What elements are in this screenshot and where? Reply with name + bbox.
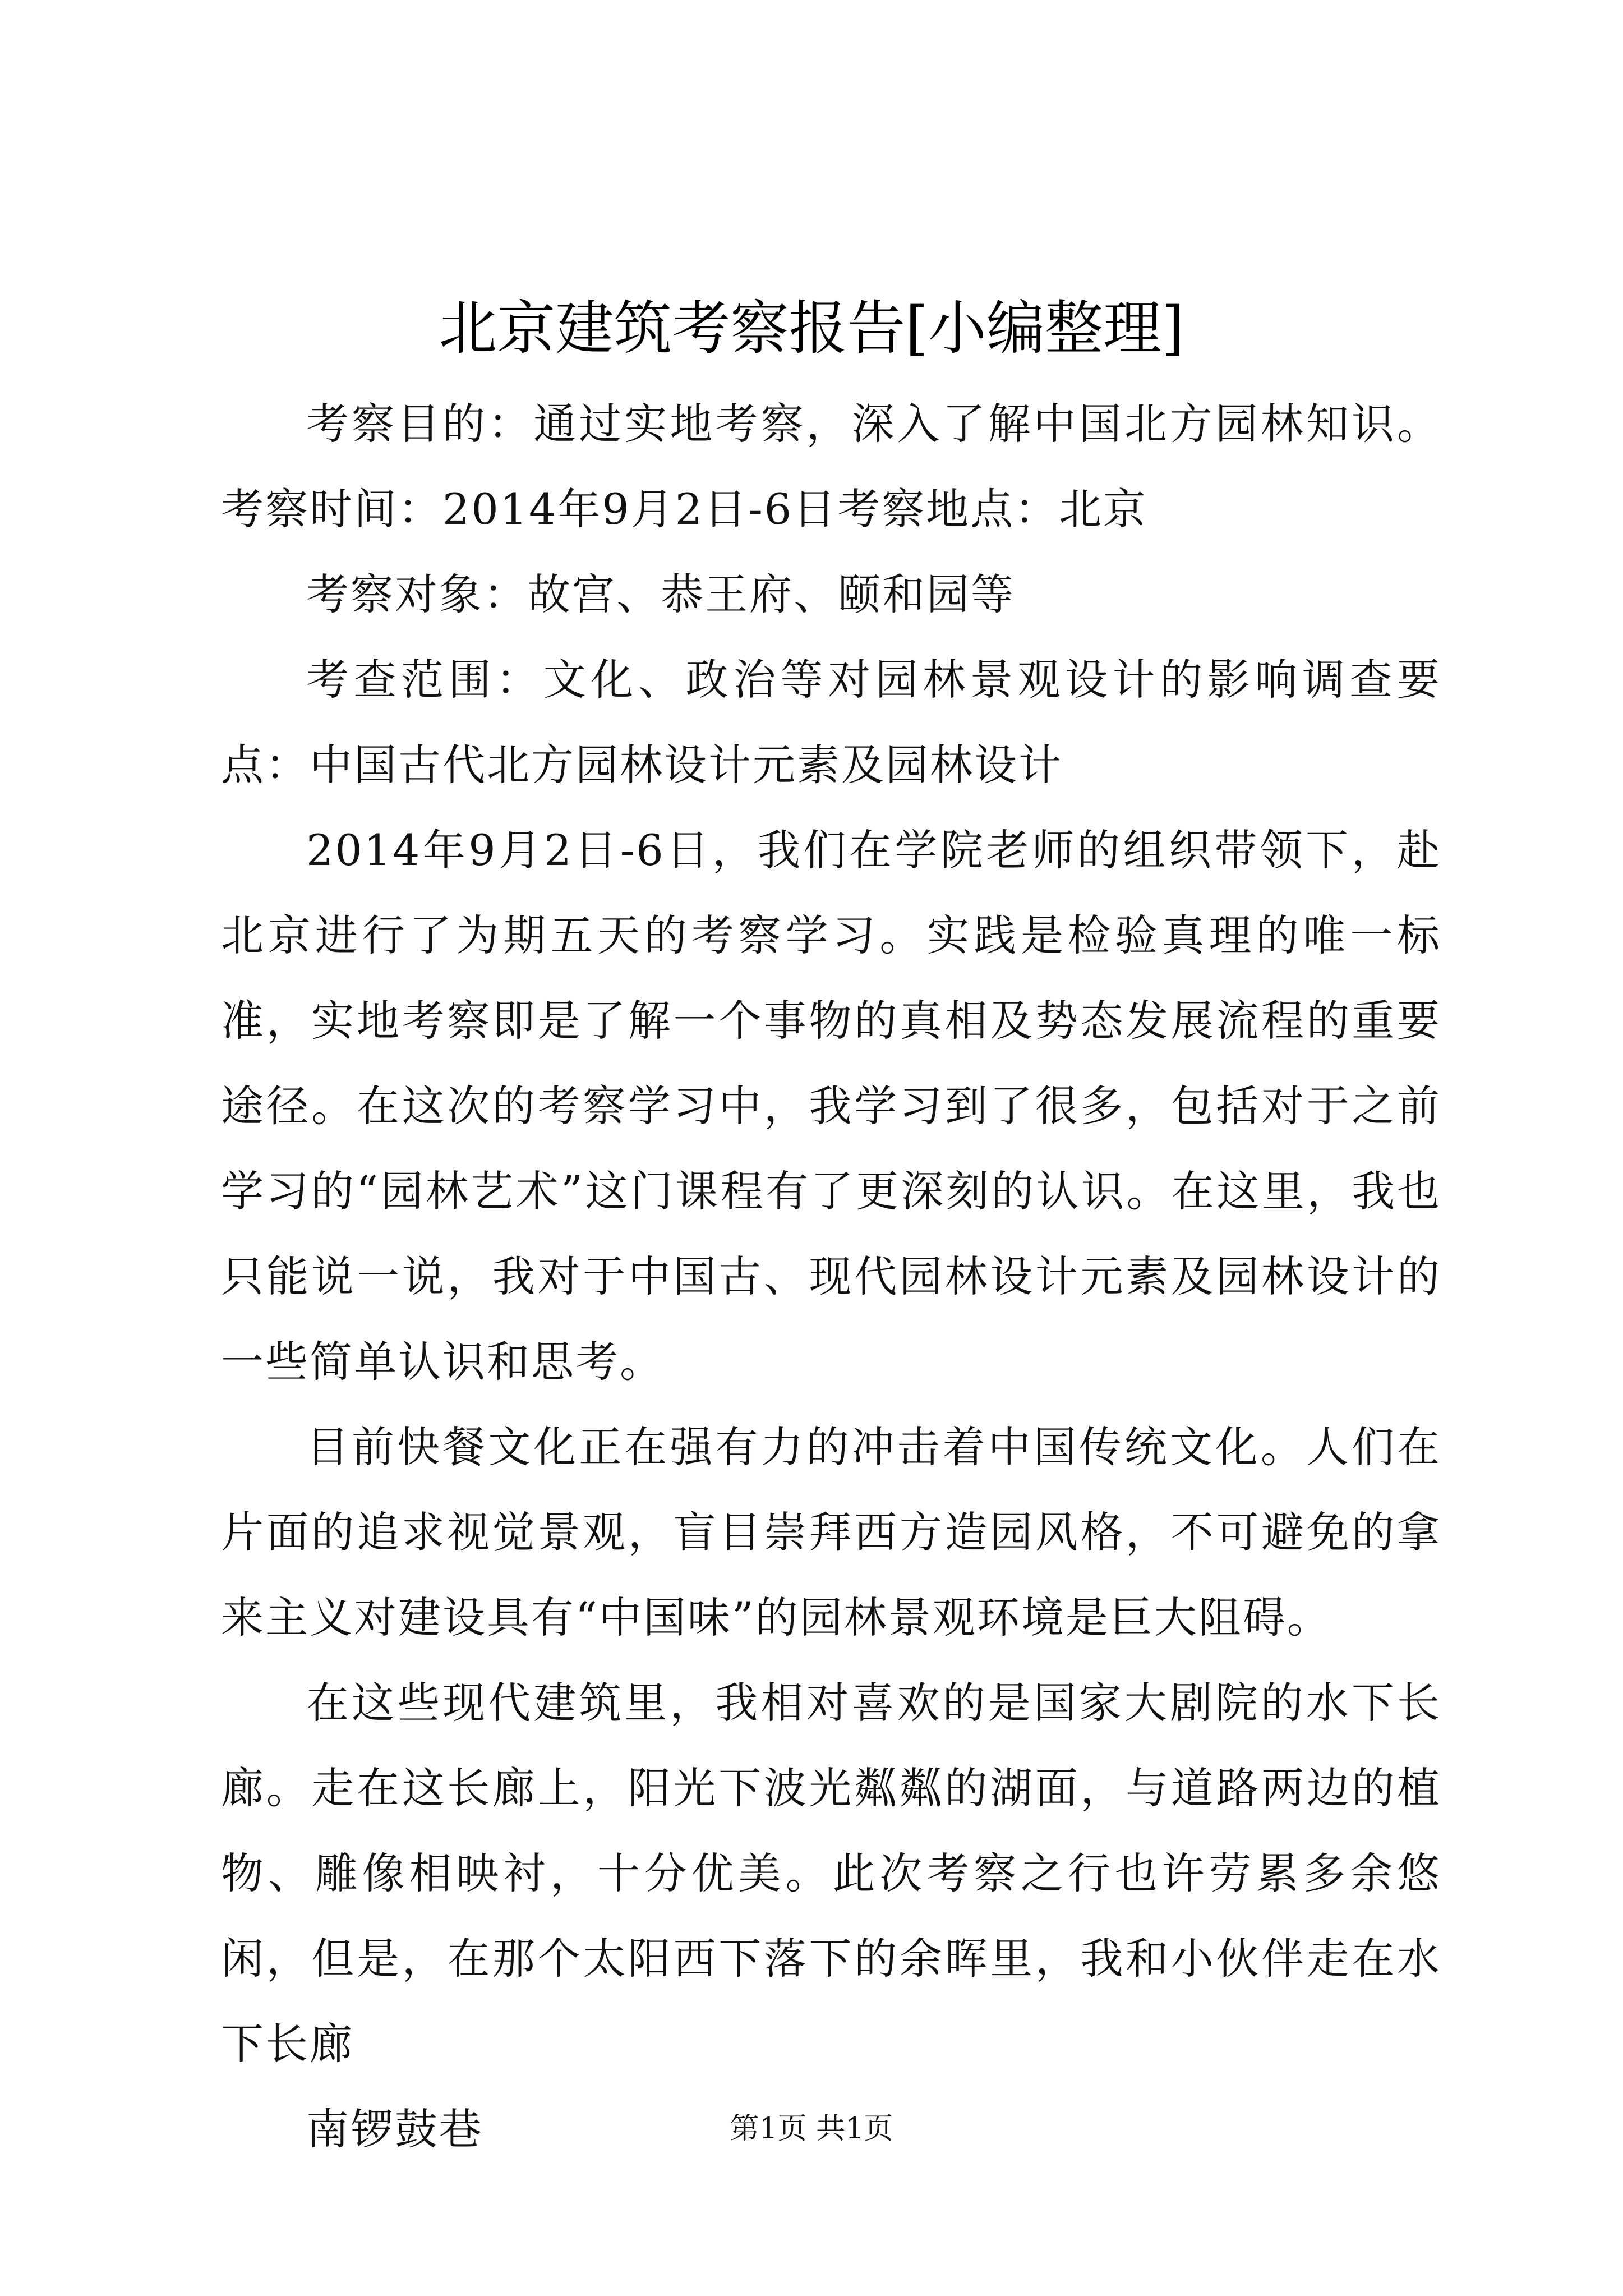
paragraph-trip-summary: 2014年9月2日-6日，我们在学院老师的组织带领下，赴北京进行了为期五天的考察学习。实践是检验真理的唯一标准，实地考察即是了解一个事物的真相及势态发展流程的重要途径。在这次的考察学习中，我学习到了很多，包括对于之前学习的“园林艺术”这门课程有了更深刻的认识。在这里，我也只能说一说，我对于中国古、现代园林设计元素及园林设计的一些简单认识和思考。 <box>221 825 1441 1387</box>
page-footer: 第1页 共1页 <box>730 2112 893 2146</box>
paragraph-objects: 考察对象：故宫、恭王府、颐和园等 <box>306 569 1015 619</box>
paragraph-purpose: 考察目的：通过实地考察，深入了解中国北方园林知识。考察时间：2014年9月2日-6日考察地点：北京 <box>221 399 1441 534</box>
document-title: 北京建筑考察报告[小编整理] <box>439 294 1184 362</box>
document-body <box>221 381 1441 2172</box>
paragraph-nanluoguxiang: 南锣鼓巷 <box>306 2104 483 2154</box>
paragraph-culture: 目前快餐文化正在强有力的冲击着中国传统文化。人们在片面的追求视觉景观，盲目崇拜西方造园风格，不可避免的拿来主义对建设具有“中国味”的园林景观环境是巨大阻碍。 <box>221 1422 1441 1642</box>
paragraph-modern-buildings: 在这些现代建筑里，我相对喜欢的是国家大剧院的水下长廊。走在这长廊上，阳光下波光粼粼的湖面，与道路两边的植物、雕像相映衬，十分优美。此次考察之行也许劳累多余悠闲，但是，在那个太阳西下落下的余晖里，我和小伙伴走在水下长廊 <box>221 1678 1441 2069</box>
paragraph-scope: 考查范围：文化、政治等对园林景观设计的影响调查要点：中国古代北方园林设计元素及园林设计 <box>221 655 1441 790</box>
